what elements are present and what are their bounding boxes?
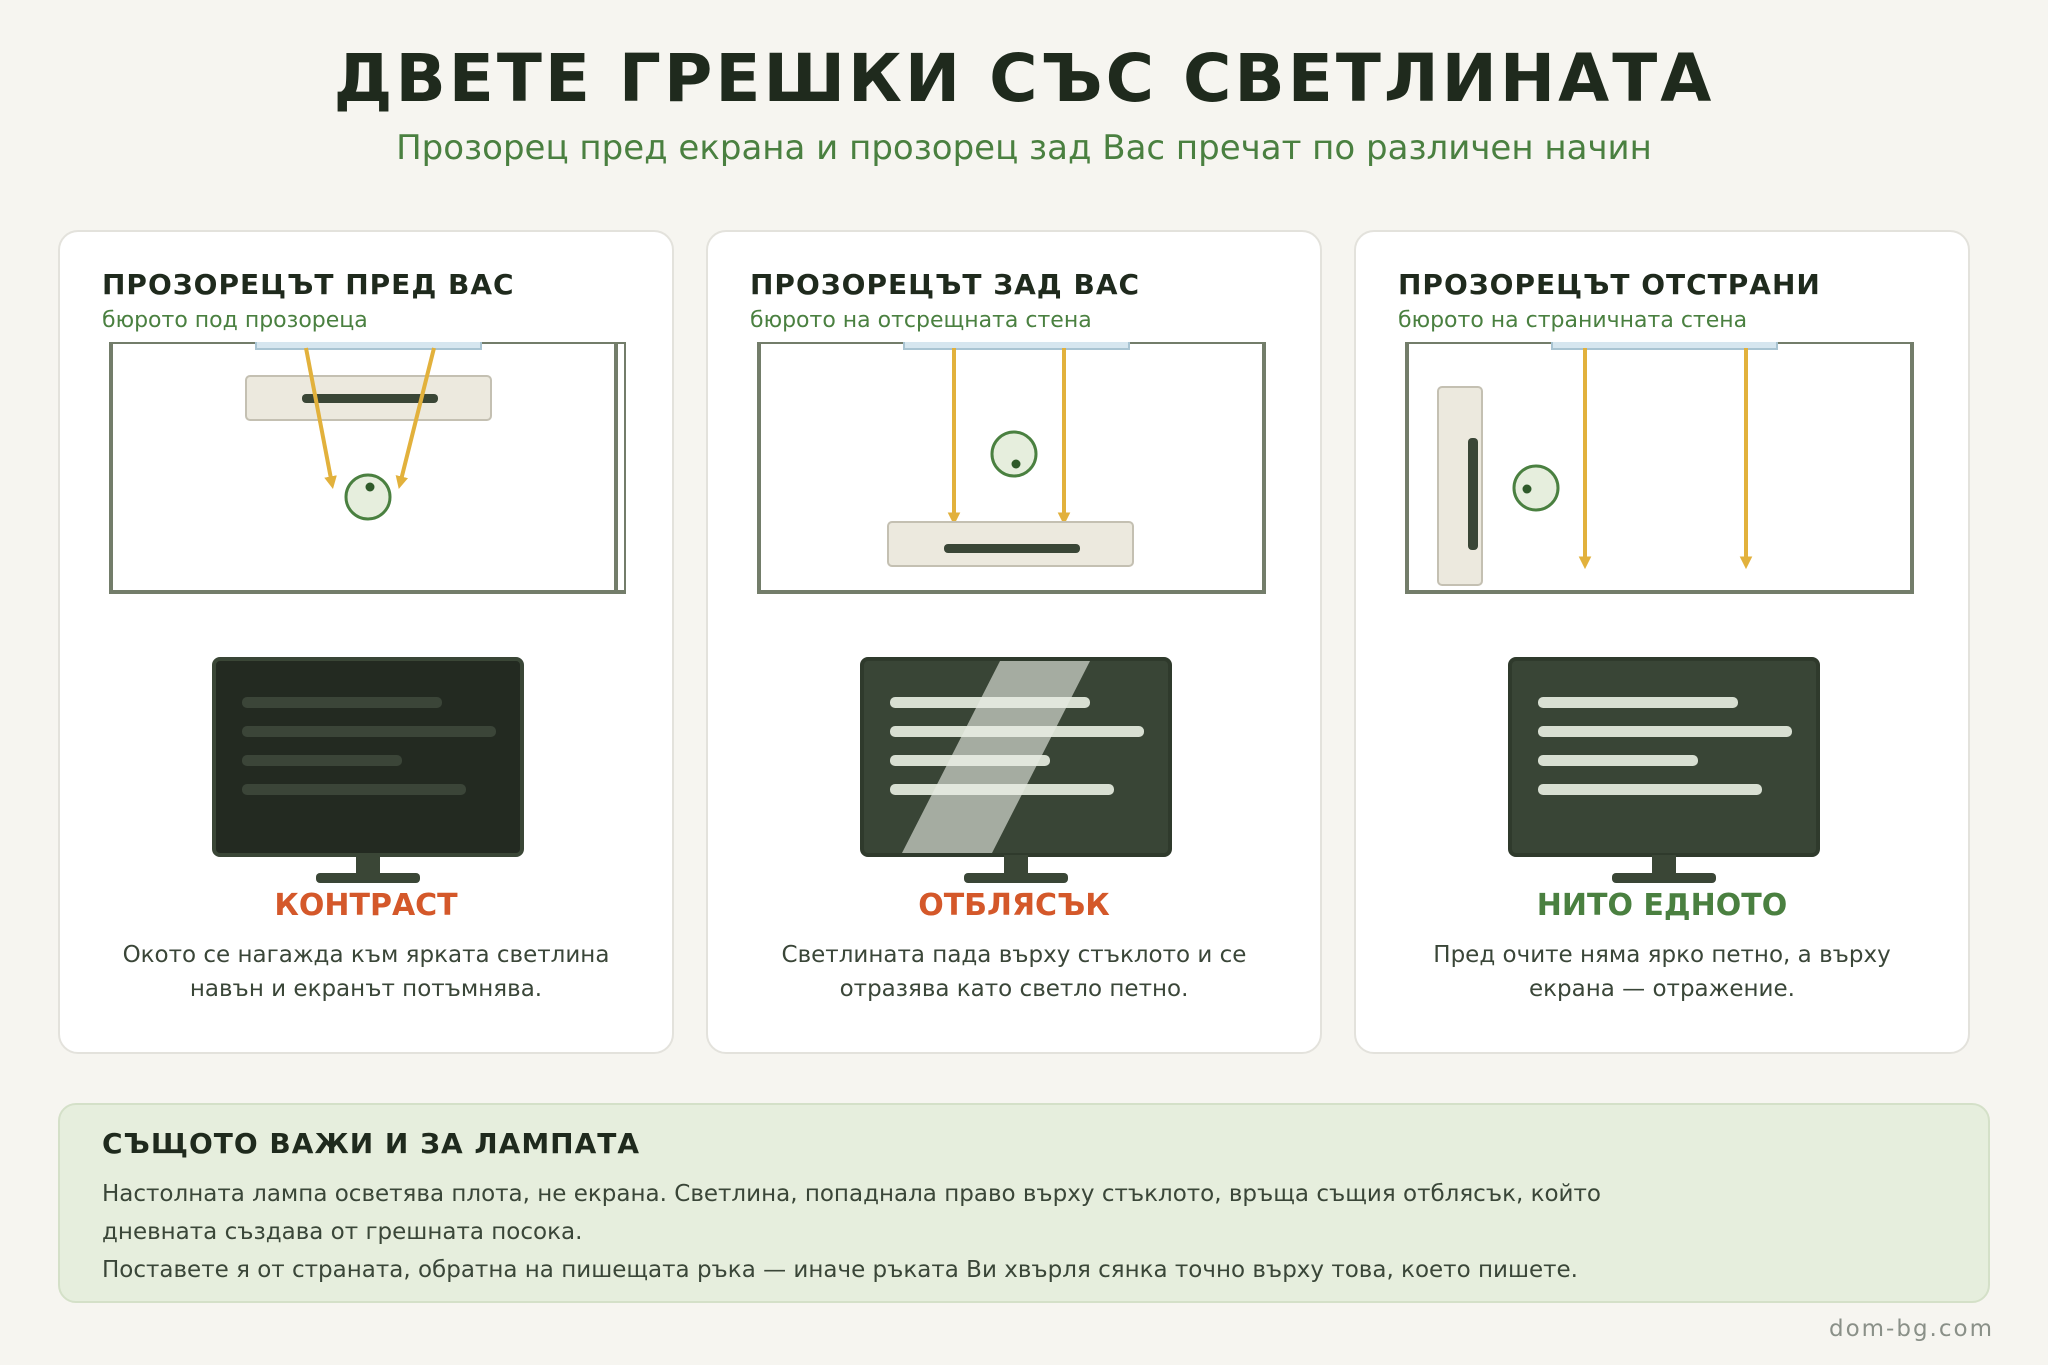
verdict-label: КОНТРАСТ xyxy=(274,888,458,923)
card-window-front xyxy=(58,230,674,1054)
monitor-neck xyxy=(356,855,380,875)
footer-site: dom-bg.com xyxy=(1828,1316,1994,1342)
monitor xyxy=(212,657,524,887)
monitor-neck xyxy=(1652,855,1676,875)
card-subtitle: бюрото под прозореца xyxy=(102,308,368,333)
screen-text-line xyxy=(1538,784,1762,795)
card-subtitle: бюрото на страничната стена xyxy=(1398,308,1748,333)
page-subtitle: Прозорец пред екрана и прозорец зад Вас пречат по различен начин xyxy=(396,128,1652,168)
card-title: ПРОЗОРЕЦЪТ ПРЕД ВАС xyxy=(102,268,515,301)
screen-text-line xyxy=(242,697,442,708)
window xyxy=(1552,342,1777,349)
screen-text-line xyxy=(1538,726,1792,737)
monitor-base xyxy=(1612,873,1716,883)
page-title: ДВЕТЕ ГРЕШКИ СЪС СВЕТЛИНАТА xyxy=(333,40,1715,117)
card-description: Светлината пада върху стъклото и се отразява като светло петно. xyxy=(781,942,1247,1002)
screen-text-line xyxy=(1538,755,1698,766)
card-title: ПРОЗОРЕЦЪТ ОТСТРАНИ xyxy=(1398,268,1821,301)
verdict-label: НИТО ЕДНОТО xyxy=(1536,888,1788,923)
room-plan xyxy=(106,342,626,642)
note-text xyxy=(102,1175,1902,1289)
person-eye xyxy=(366,483,375,492)
monitor-base xyxy=(964,873,1068,883)
person-head xyxy=(1514,466,1558,510)
card-subtitle: бюрото на отсрещната стена xyxy=(750,308,1092,333)
room-plan xyxy=(754,342,1274,642)
card-title: ПРОЗОРЕЦЪТ ЗАД ВАС xyxy=(750,268,1141,301)
monitor-base xyxy=(316,873,420,883)
person-eye xyxy=(1012,460,1021,469)
monitor-top-view xyxy=(1468,438,1478,550)
screen-text-line xyxy=(242,755,402,766)
card-description: Окото се нагажда към ярката светлина навън и екранът потъмнява. xyxy=(122,942,610,1002)
monitor-top-view xyxy=(302,394,438,403)
card-window-behind xyxy=(706,230,1322,1054)
person-head xyxy=(346,475,390,519)
screen-text-line xyxy=(1538,697,1738,708)
screen-text-line xyxy=(242,726,496,737)
note-line: Настолната лампа осветява плота, не екрана. Светлина, попаднала право върху стъклото, връща същия отблясък, който xyxy=(102,1181,1601,1207)
verdict-label: ОТБЛЯСЪК xyxy=(918,888,1110,923)
screen-text-line xyxy=(242,784,466,795)
person-head xyxy=(992,432,1036,476)
monitor-neck xyxy=(1004,855,1028,875)
note-line: дневната създава от грешната посока. xyxy=(102,1219,583,1245)
room-plan xyxy=(1402,342,1922,642)
monitor xyxy=(860,657,1172,887)
card-description: Пред очите няма ярко петно, а върху екрана — отражение. xyxy=(1433,942,1891,1002)
lamp-note xyxy=(58,1103,1990,1303)
note-title: СЪЩОТО ВАЖИ И ЗА ЛАМПАТА xyxy=(102,1127,641,1160)
person-eye xyxy=(1523,485,1532,494)
monitor xyxy=(1508,657,1820,887)
monitor-top-view xyxy=(944,544,1080,553)
window xyxy=(256,342,481,349)
card-window-side xyxy=(1354,230,1970,1054)
window xyxy=(904,342,1129,349)
note-line: Поставете я от страната, обратна на пишещата ръка — иначе ръката Ви хвърля сянка точно върху това, което пишете. xyxy=(102,1257,1578,1283)
